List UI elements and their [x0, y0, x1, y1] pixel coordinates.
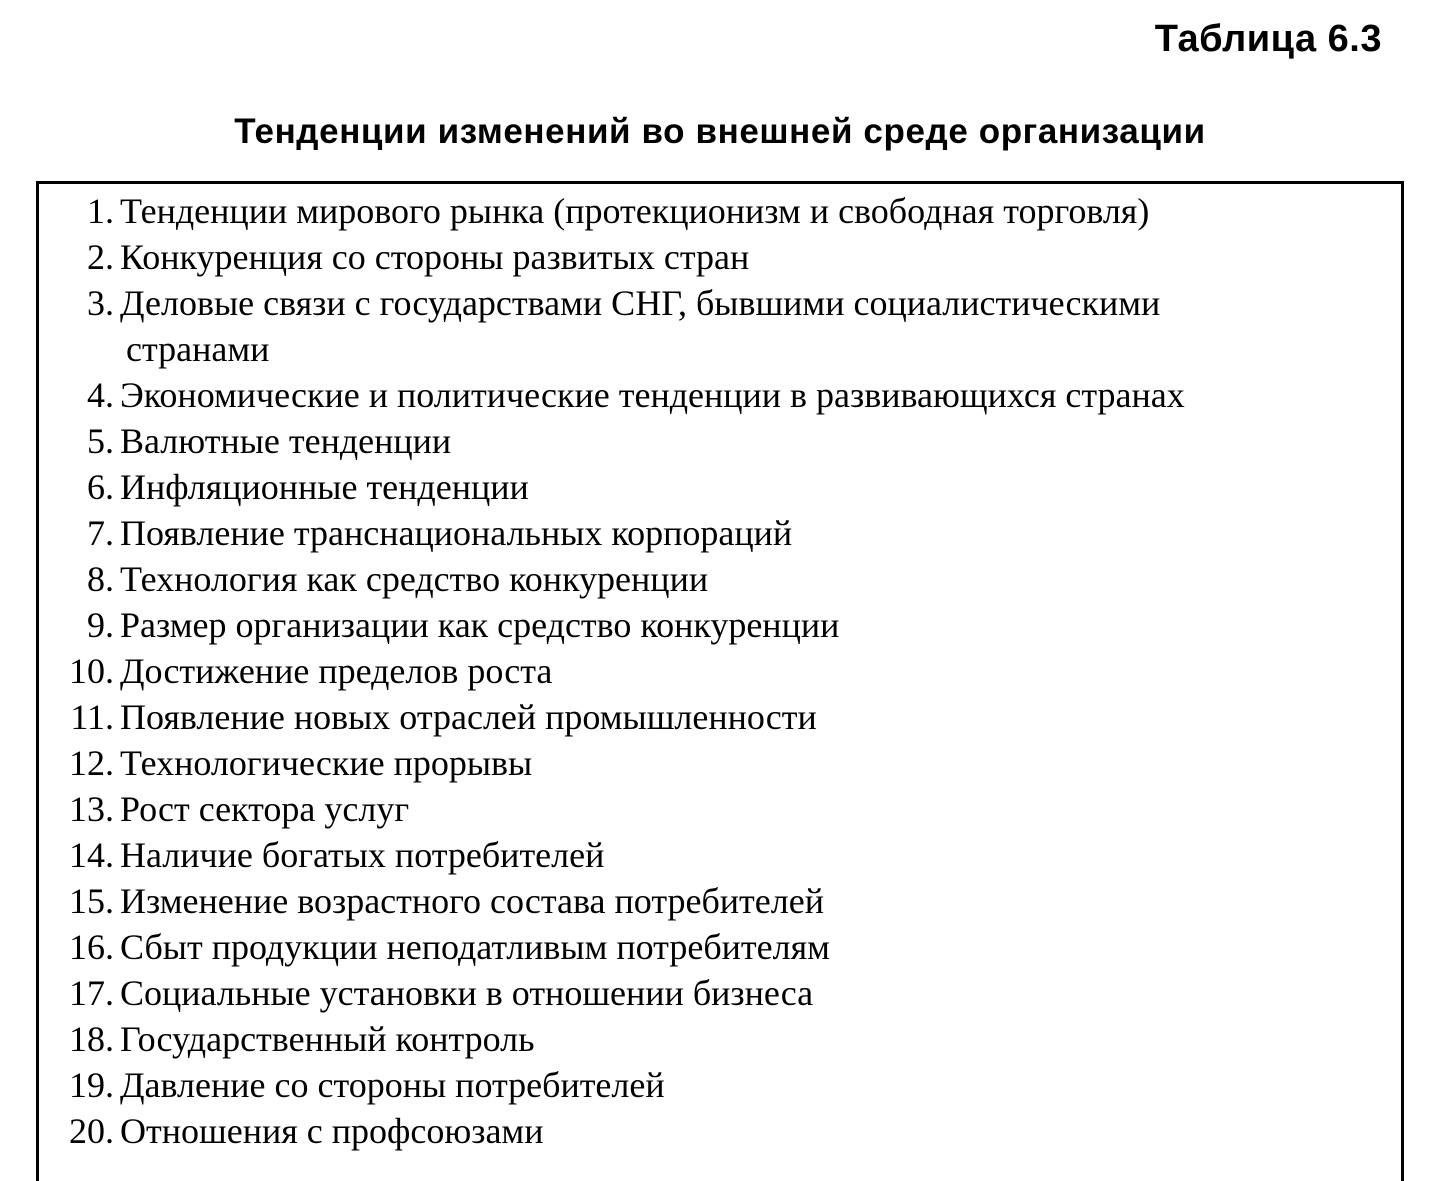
item-number: 11. — [70, 697, 114, 737]
item-number: 15. — [69, 881, 114, 921]
list-item — [62, 556, 1384, 602]
item-text: Достижение пределов роста — [120, 651, 553, 691]
item-number: 19. — [69, 1065, 114, 1105]
item-number: 14. — [69, 835, 114, 875]
list-item — [62, 740, 1384, 786]
item-text: Сбыт продукции неподатливым потребителям — [120, 927, 830, 967]
list-item — [62, 188, 1384, 234]
list-item — [62, 372, 1384, 418]
item-number: 4. — [87, 375, 114, 415]
item-number: 16. — [69, 927, 114, 967]
list-item — [62, 878, 1384, 924]
item-text: Валютные тенденции — [120, 421, 452, 461]
item-number: 1. — [87, 191, 114, 231]
item-text: Деловые связи с государствами СНГ, бывшими социалистическими — [120, 283, 1161, 323]
item-text: Появление новых отраслей промышленности — [120, 697, 817, 737]
list-item — [62, 234, 1384, 280]
item-number: 2. — [87, 237, 114, 277]
list-item — [62, 832, 1384, 878]
item-number: 5. — [87, 421, 114, 461]
item-text: Технологические прорывы — [120, 743, 533, 783]
item-number: 10. — [69, 651, 114, 691]
item-number: 18. — [69, 1019, 114, 1059]
item-text-continuation: странами — [126, 329, 270, 369]
item-number: 12. — [69, 743, 114, 783]
item-text: Инфляционные тенденции — [120, 467, 529, 507]
list-item — [62, 694, 1384, 740]
list-item — [62, 510, 1384, 556]
list-item — [62, 602, 1384, 648]
table-title: Тенденции изменений во внешней среде организации — [234, 112, 1206, 151]
list-item — [62, 1016, 1384, 1062]
item-number: 3. — [87, 283, 114, 323]
list-item — [62, 280, 1384, 372]
item-number: 6. — [87, 467, 114, 507]
item-text: Государственный контроль — [120, 1019, 535, 1059]
item-text: Экономические и политические тенденции в развивающихся странах — [120, 375, 1185, 415]
item-text: Рост сектора услуг — [120, 789, 410, 829]
item-text: Конкуренция со стороны развитых стран — [120, 237, 750, 277]
trend-list — [62, 188, 1384, 1154]
item-number: 20. — [69, 1111, 114, 1151]
list-item — [62, 924, 1384, 970]
item-text: Появление транснациональных корпораций — [120, 513, 793, 553]
item-number: 8. — [87, 559, 114, 599]
item-text: Технология как средство конкуренции — [120, 559, 709, 599]
list-item — [62, 1108, 1384, 1154]
item-number: 17. — [69, 973, 114, 1013]
item-number: 13. — [69, 789, 114, 829]
list-item — [62, 786, 1384, 832]
list-item — [62, 648, 1384, 694]
item-text: Изменение возрастного состава потребителей — [120, 881, 824, 921]
item-number: 9. — [87, 605, 114, 645]
item-text: Социальные установки в отношении бизнеса — [120, 973, 814, 1013]
list-item — [62, 418, 1384, 464]
list-item — [62, 1062, 1384, 1108]
item-text: Тенденции мирового рынка (протекционизм и свободная торговля) — [120, 191, 1150, 231]
item-text: Отношения с профсоюзами — [120, 1111, 544, 1151]
list-item — [62, 464, 1384, 510]
list-item — [62, 970, 1384, 1016]
item-text: Размер организации как средство конкуренции — [120, 605, 840, 645]
item-text: Наличие богатых потребителей — [120, 835, 605, 875]
item-number: 7. — [87, 513, 114, 553]
item-text: Давление со стороны потребителей — [120, 1065, 665, 1105]
table-number-label: Таблица 6.3 — [1154, 18, 1382, 60]
item-text-wrapper — [114, 280, 1384, 372]
